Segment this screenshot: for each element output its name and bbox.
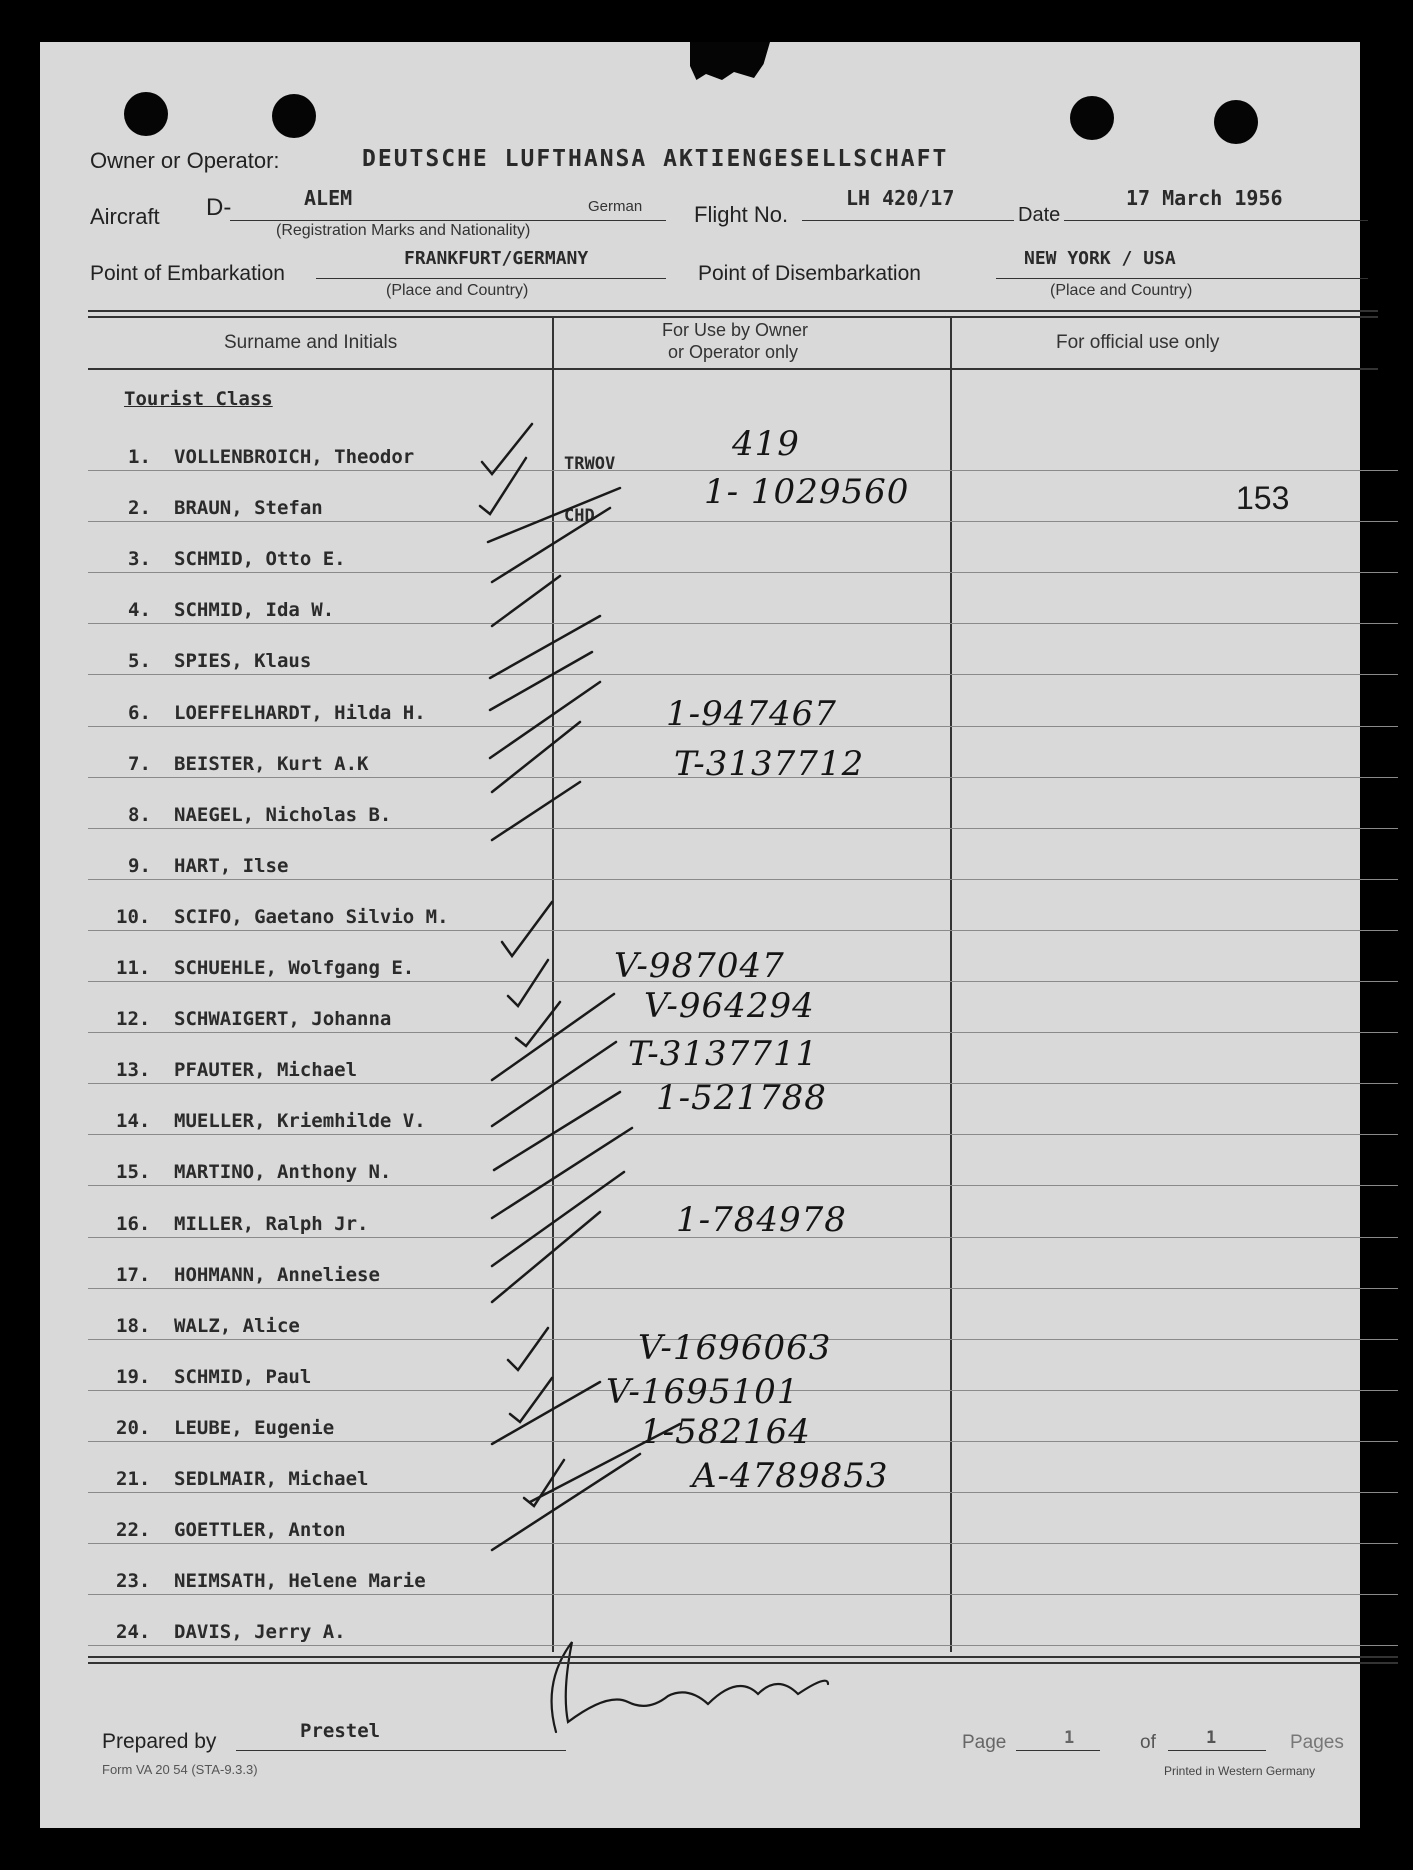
note-hand-row-2: 1- 1029560 bbox=[704, 472, 910, 512]
slash-mark bbox=[492, 1454, 640, 1550]
note-hand-row-20: V-1696063 bbox=[638, 1328, 832, 1368]
row-number: 23. bbox=[116, 1570, 151, 1593]
slash-mark bbox=[490, 652, 592, 710]
pages-label: Pages bbox=[1290, 1732, 1344, 1753]
column-header-owner: For Use by Owner bbox=[662, 320, 809, 340]
check-mark bbox=[524, 1460, 564, 1506]
owner-value: DEUTSCHE LUFTHANSA AKTIENGESELLSCHAFT bbox=[362, 146, 949, 172]
slash-mark bbox=[492, 576, 560, 626]
row-number: 19. bbox=[116, 1365, 151, 1388]
passenger-name: WALZ, Alice bbox=[174, 1314, 300, 1337]
passenger-name: DAVIS, Jerry A. bbox=[174, 1621, 346, 1644]
note-hand-row-7: T-3137712 bbox=[674, 744, 865, 784]
note-hand-row-11: V-987047 bbox=[614, 946, 785, 986]
page-label: Page bbox=[962, 1732, 1007, 1753]
check-mark bbox=[510, 1378, 552, 1422]
passenger-name: SCHMID, Ida W. bbox=[174, 599, 335, 622]
passenger-name: MILLER, Ralph Jr. bbox=[174, 1212, 369, 1235]
slash-mark bbox=[530, 1424, 680, 1502]
row-number: 13. bbox=[116, 1059, 151, 1082]
passenger-name: BRAUN, Stefan bbox=[174, 497, 323, 520]
passenger-name: HART, Ilse bbox=[174, 854, 289, 877]
slash-mark bbox=[490, 616, 600, 678]
disembark-caption: (Place and Country) bbox=[1050, 282, 1193, 299]
passenger-name: SCHMID, Paul bbox=[174, 1365, 312, 1388]
page-line bbox=[1016, 1750, 1100, 1751]
of-value: 1 bbox=[1206, 1728, 1217, 1748]
column-header-owner-2: or Operator only bbox=[668, 342, 799, 362]
prepared-value: Prestel bbox=[300, 1720, 381, 1742]
check-mark bbox=[508, 960, 548, 1006]
row-number: 1. bbox=[128, 446, 151, 468]
slash-mark bbox=[492, 1172, 624, 1266]
column-header-official: For official use only bbox=[1056, 332, 1220, 353]
note-hand-row-17: 1-784978 bbox=[676, 1200, 847, 1240]
passenger-name: GOETTLER, Anton bbox=[174, 1519, 346, 1542]
aircraft-value: ALEM bbox=[304, 186, 353, 210]
form-code: Form VA 20 54 (STA-9.3.3) bbox=[102, 1762, 258, 1777]
embark-caption: (Place and Country) bbox=[386, 282, 529, 299]
row-number: 16. bbox=[116, 1212, 151, 1235]
passenger-name: LOEFFELHARDT, Hilda H. bbox=[174, 701, 426, 724]
slash-mark bbox=[490, 682, 600, 758]
disembark-value: NEW YORK / USA bbox=[1024, 248, 1176, 269]
page-value: 1 bbox=[1064, 1728, 1075, 1748]
of-label: of bbox=[1140, 1732, 1156, 1753]
note-hand-row-13: T-3137711 bbox=[628, 1034, 819, 1074]
note-type-row-1: TRWOV bbox=[564, 454, 616, 474]
row-number: 10. bbox=[116, 905, 151, 928]
note-type-row-2: CHD bbox=[564, 506, 595, 526]
aircraft-prefix: D- bbox=[206, 194, 232, 221]
row-number: 18. bbox=[116, 1314, 151, 1337]
row-number: 14. bbox=[116, 1110, 151, 1133]
row-number: 7. bbox=[128, 752, 151, 775]
note-hand-row-6: 1-947467 bbox=[666, 694, 837, 734]
check-mark bbox=[508, 1328, 548, 1370]
footer-rule bbox=[88, 1656, 1398, 1658]
owner-label: Owner or Operator: bbox=[90, 148, 280, 173]
note-hand-row-23: A-4789853 bbox=[692, 1456, 889, 1496]
passenger-name: SEDLMAIR, Michael bbox=[174, 1468, 369, 1490]
note-hand-row-14: 1-521788 bbox=[656, 1078, 827, 1118]
row-number: 8. bbox=[128, 803, 151, 826]
prepared-line bbox=[236, 1750, 566, 1751]
row-number: 2. bbox=[128, 497, 151, 520]
row-number: 24. bbox=[116, 1621, 151, 1644]
passenger-name: MARTINO, Anthony N. bbox=[174, 1161, 392, 1184]
slash-mark bbox=[492, 1128, 632, 1218]
row-number: 6. bbox=[128, 701, 151, 724]
row-number: 4. bbox=[128, 599, 151, 622]
slash-mark bbox=[492, 782, 580, 840]
passenger-name: SCHMID, Otto E. bbox=[174, 548, 346, 571]
section-label: Tourist Class bbox=[124, 388, 273, 410]
row-number: 22. bbox=[116, 1519, 151, 1542]
passenger-name: BEISTER, Kurt A.K bbox=[174, 752, 369, 775]
row-number: 12. bbox=[116, 1008, 151, 1031]
official-note: 153 bbox=[1236, 480, 1290, 516]
date-label: Date bbox=[1018, 204, 1061, 226]
printed-note: Printed in Western Germany bbox=[1164, 1764, 1316, 1778]
passenger-name: MUELLER, Kriemhilde V. bbox=[174, 1110, 426, 1133]
row-number: 21. bbox=[116, 1468, 151, 1490]
slash-mark bbox=[492, 994, 614, 1080]
prepared-label: Prepared by bbox=[102, 1730, 217, 1753]
row-number: 3. bbox=[128, 548, 151, 571]
note-hand-row-22: 1-582164 bbox=[640, 1412, 811, 1452]
row-number: 5. bbox=[128, 650, 151, 673]
passenger-name: LEUBE, Eugenie bbox=[174, 1416, 335, 1439]
note-hand-row-12: V-964294 bbox=[644, 986, 815, 1026]
slash-mark bbox=[492, 508, 610, 582]
nationality-value: German bbox=[588, 198, 643, 215]
check-mark bbox=[502, 902, 552, 956]
flight-label: Flight No. bbox=[694, 202, 789, 227]
footer-rule-2 bbox=[88, 1662, 1398, 1664]
passenger-name: SPIES, Klaus bbox=[174, 650, 312, 673]
check-mark bbox=[516, 1002, 560, 1046]
embark-label: Point of Embarkation bbox=[90, 262, 285, 285]
disembark-label: Point of Disembarkation bbox=[698, 262, 921, 285]
row-number: 17. bbox=[116, 1263, 151, 1286]
slash-mark bbox=[494, 1092, 620, 1170]
row-number: 15. bbox=[116, 1161, 151, 1184]
registration-caption: (Registration Marks and Nationality) bbox=[276, 222, 531, 239]
slash-mark bbox=[492, 1042, 616, 1126]
passenger-name: VOLLENBROICH, Theodor bbox=[174, 446, 415, 468]
embark-value: FRANKFURT/GERMANY bbox=[404, 248, 589, 269]
row-number: 9. bbox=[128, 854, 151, 877]
passenger-name: PFAUTER, Michael bbox=[174, 1059, 358, 1082]
aircraft-label: Aircraft bbox=[90, 204, 160, 229]
passenger-name: HOHMANN, Anneliese bbox=[174, 1263, 380, 1286]
slash-mark bbox=[492, 1382, 600, 1444]
row-number: 11. bbox=[116, 957, 151, 979]
passenger-name: NEIMSATH, Helene Marie bbox=[174, 1570, 426, 1593]
manifest-sheet bbox=[40, 42, 1360, 1828]
slash-mark bbox=[492, 722, 580, 792]
tick-marks bbox=[40, 42, 1360, 1828]
note-hand-row-21: V-1695101 bbox=[606, 1372, 800, 1412]
passenger-name: SCHUEHLE, Wolfgang E. bbox=[174, 957, 415, 979]
flight-value: LH 420/17 bbox=[846, 186, 955, 210]
note-hand-row-1: 419 bbox=[732, 424, 800, 464]
date-value: 17 March 1956 bbox=[1126, 186, 1283, 210]
column-header-names: Surname and Initials bbox=[224, 332, 398, 353]
passenger-name: NAEGEL, Nicholas B. bbox=[174, 803, 392, 826]
passenger-name: SCIFO, Gaetano Silvio M. bbox=[174, 905, 449, 928]
passenger-name: SCHWAIGERT, Johanna bbox=[174, 1008, 392, 1031]
slash-mark bbox=[492, 1212, 600, 1302]
check-mark bbox=[482, 424, 532, 474]
of-line bbox=[1168, 1750, 1266, 1751]
row-number: 20. bbox=[116, 1416, 151, 1439]
